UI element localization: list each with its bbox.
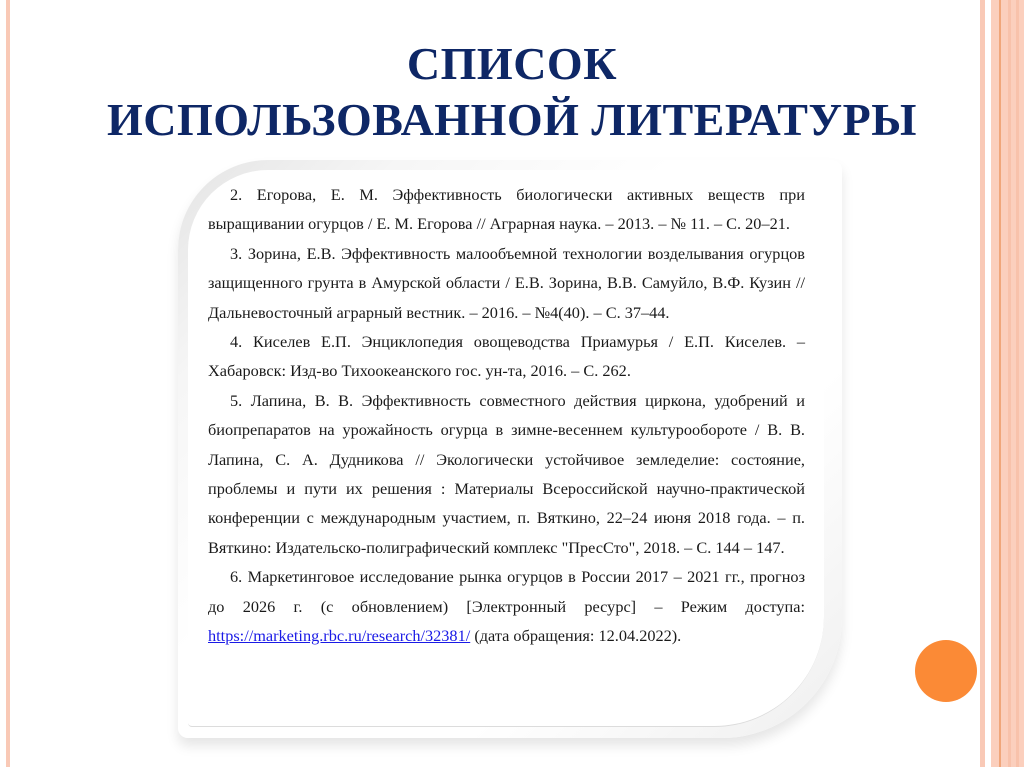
reference-access-date: (дата обращения: 12.04.2022). xyxy=(474,626,682,646)
reference-text: Лапина, В. В. Эффективность совместного действия циркона, удобрений и биопрепаратов на урожайность огурца в зимне-весеннем культурообороте / В. В. Лапина, С. А. Дудникова // Экологически устойчивое земледелие: состояние, проблемы и пути их решения : Материалы Всероссийской научно-практической конференции с международным участием, п. Вяткино, 22–24 июня 2018 года. – п. Вяткино: Издательско-полиграфический комплекс "ПресСто", 2018. – С. 144 – 147. xyxy=(208,390,805,557)
reference-list xyxy=(208,180,805,651)
reference-item xyxy=(208,180,805,239)
reference-text: Зорина, Е.В. Эффективность малообъемной технологии возделывания огурцов защищенного грунта в Амурской области / Е.В. Зорина, В.В. Самуйло, В.Ф. Кузин // Дальневосточный аграрный вестник. – 2016. – №4(40). – С. 37–44. xyxy=(208,243,805,322)
title-line-1: СПИСОК xyxy=(406,38,618,89)
reference-number: 5. xyxy=(230,390,243,410)
reference-number: 4. xyxy=(230,332,243,352)
reference-number: 6. xyxy=(230,567,243,587)
reference-item xyxy=(208,239,805,327)
reference-item xyxy=(208,386,805,562)
reference-text: Киселев Е.П. Энциклопедия овощеводства Приамурья / Е.П. Киселев. – Хабаровск: Изд-во Тихоокеанского гос. ун-та, 2016. – С. 262. xyxy=(208,332,805,381)
reference-number: 3. xyxy=(230,243,243,263)
slide-title xyxy=(0,36,1024,148)
reference-number: 2. xyxy=(230,185,243,204)
reference-item xyxy=(208,562,805,650)
reference-link[interactable]: https://marketing.rbc.ru/research/32381/ xyxy=(208,626,471,646)
orange-circle-decoration xyxy=(915,640,977,702)
title-line-2: ИСПОЛЬЗОВАННОЙ ЛИТЕРАТУРЫ xyxy=(107,94,917,145)
reference-item xyxy=(208,327,805,386)
reference-text: Егорова, Е. М. Эффективность биологически активных веществ при выращивании огурцов / Е. М. Егорова // Аграрная наука. – 2013. – № 11. – С. 20–21. xyxy=(208,185,805,234)
reference-text: Маркетинговое исследование рынка огурцов в России 2017 – 2021 гг., прогноз до 2026 г. (с обновлением) [Электронный ресурс] – Режим доступа: xyxy=(208,567,805,616)
